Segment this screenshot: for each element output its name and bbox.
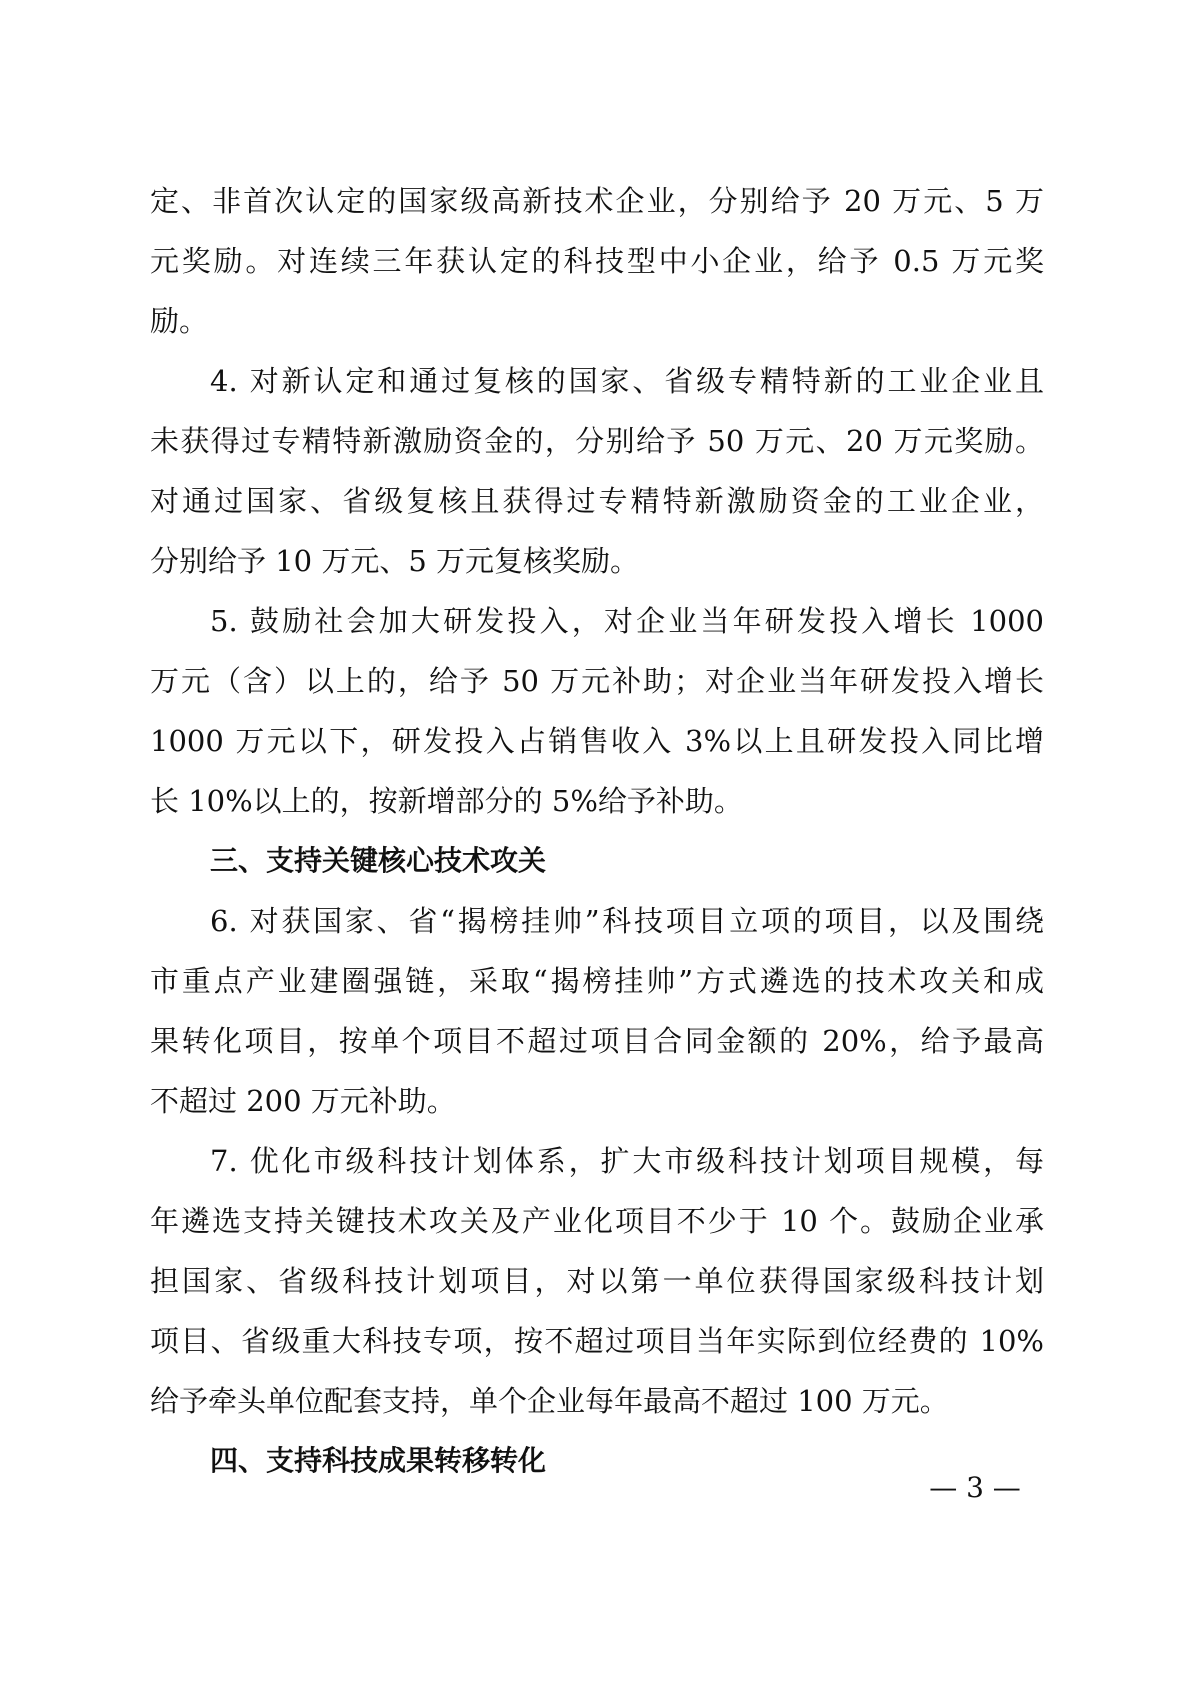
text-line: 不超过 200 万元补助。 bbox=[150, 1084, 456, 1118]
text-line: 项目、省级重大科技专项，按不超过项目当年实际到位经费的 10% bbox=[150, 1324, 1044, 1358]
text-line: 分别给予 10 万元、5 万元复核奖励。 bbox=[150, 544, 640, 578]
text-line: 定、非首次认定的国家级高新技术企业，分别给予 20 万元、5 万 bbox=[150, 184, 1044, 218]
paragraph-6-first-line: 6. 对获国家、省“揭榜挂帅”科技项目立项的项目，以及围绕 bbox=[210, 904, 1044, 938]
text-line: 对通过国家、省级复核且获得过专精特新激励资金的工业企业， bbox=[150, 484, 1044, 518]
paragraph-5-first-line: 5. 鼓励社会加大研发投入，对企业当年研发投入增长 1000 bbox=[210, 604, 1044, 638]
text-line: 给予牵头单位配套支持，单个企业每年最高不超过 100 万元。 bbox=[150, 1384, 949, 1418]
text-line: 励。 bbox=[150, 304, 209, 338]
text-line: 果转化项目，按单个项目不超过项目合同金额的 20%，给予最高 bbox=[150, 1024, 1044, 1058]
page-number: — 3 — bbox=[929, 1471, 1021, 1504]
section-heading-3: 三、支持关键核心技术攻关 bbox=[210, 844, 547, 877]
section-heading-4: 四、支持科技成果转移转化 bbox=[210, 1444, 547, 1477]
text-line: 元奖励。对连续三年获认定的科技型中小企业，给予 0.5 万元奖 bbox=[150, 244, 1044, 278]
paragraph-4-first-line: 4. 对新认定和通过复核的国家、省级专精特新的工业企业且 bbox=[210, 364, 1044, 398]
text-line: 年遴选支持关键技术攻关及产业化项目不少于 10 个。鼓励企业承 bbox=[150, 1204, 1044, 1238]
text-line: 万元（含）以上的，给予 50 万元补助；对企业当年研发投入增长 bbox=[150, 664, 1044, 698]
text-line: 市重点产业建圈强链，采取“揭榜挂帅”方式遴选的技术攻关和成 bbox=[150, 964, 1044, 998]
text-line: 长 10%以上的，按新增部分的 5%给予补助。 bbox=[150, 784, 743, 818]
text-line: 1000 万元以下，研发投入占销售收入 3%以上且研发投入同比增 bbox=[150, 724, 1044, 758]
text-line: 未获得过专精特新激励资金的，分别给予 50 万元、20 万元奖励。 bbox=[150, 424, 1044, 458]
paragraph-7-first-line: 7. 优化市级科技计划体系，扩大市级科技计划项目规模，每 bbox=[210, 1144, 1044, 1178]
document-body bbox=[150, 171, 1044, 1491]
text-line: 担国家、省级科技计划项目，对以第一单位获得国家级科技计划 bbox=[150, 1264, 1044, 1298]
